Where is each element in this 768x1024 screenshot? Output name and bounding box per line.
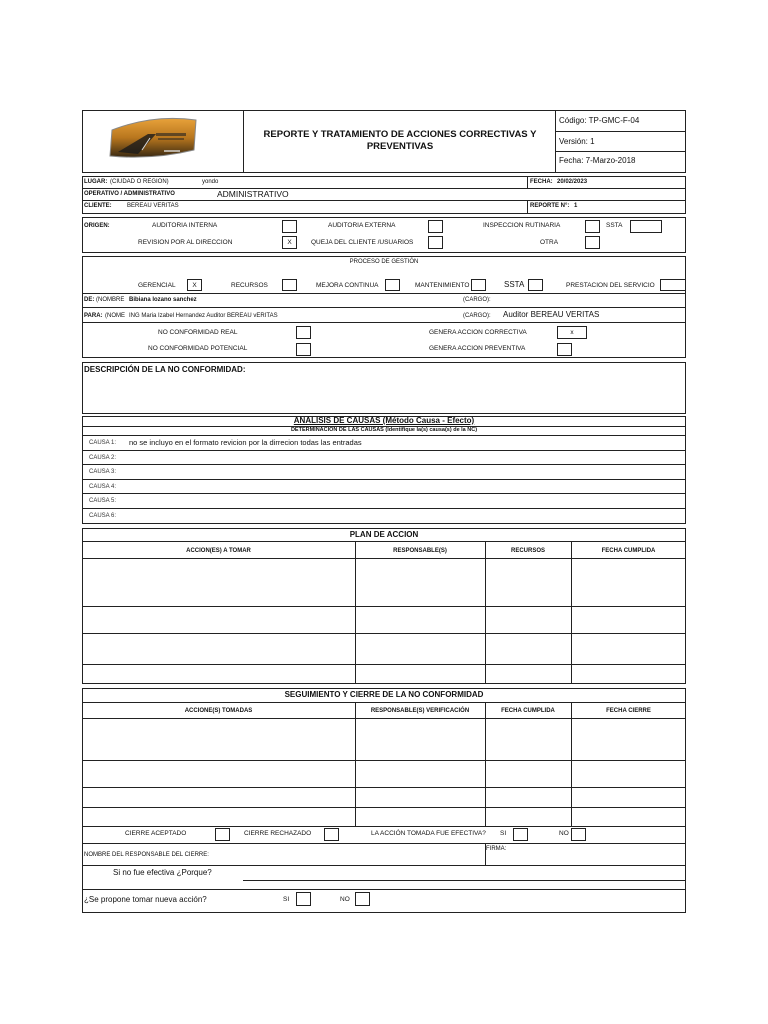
divider [355, 702, 356, 826]
divider [82, 664, 686, 665]
recursos-checkbox[interactable] [282, 279, 297, 291]
firma-label: FIRMA: [486, 846, 507, 852]
divider [82, 322, 686, 323]
seguimiento-title: SEGUIMIENTO Y CIERRE DE LA NO CONFORMIDAD [284, 690, 484, 699]
divider [82, 718, 686, 719]
divider [82, 188, 686, 189]
genera-correctiva-checkbox[interactable]: x [557, 326, 587, 339]
divider [485, 843, 486, 865]
causa-row[interactable] [82, 509, 686, 524]
revision-direccion-checkbox[interactable]: X [282, 236, 297, 249]
divider [82, 633, 686, 634]
de-label: DE: [84, 297, 95, 303]
cierre-aceptado-label: CIERRE ACEPTADO [125, 830, 187, 837]
nueva-accion-si-label: SI [283, 896, 290, 903]
divider [571, 541, 572, 684]
divider [82, 606, 686, 607]
nueva-accion-no-checkbox[interactable] [355, 892, 370, 906]
analisis-title: ANALISIS DE CAUSAS (Método Causa - Efecto) [293, 416, 475, 425]
divider [82, 826, 686, 827]
divider [82, 426, 686, 427]
mantenimiento-checkbox[interactable] [471, 279, 486, 291]
para-value[interactable]: ING Maria Izabel Hernandez Auditor BEREAU vERITAS [129, 313, 278, 319]
efectiva-no-label: NO [559, 830, 569, 837]
auditoria-externa-label: AUDITORIA EXTERNA [328, 222, 396, 229]
cargo-label-2: (CARGO): [463, 313, 491, 319]
ssta-origen-checkbox[interactable] [630, 220, 662, 233]
responsable-cierre-label: NOMBRE DEL RESPONSABLE DEL CIERRE: [84, 852, 209, 858]
nc-potencial-label: NO CONFORMIDAD POTENCIAL [148, 345, 248, 352]
causa-row[interactable] [82, 436, 686, 451]
report-title-line1: REPORTE Y TRATAMIENTO DE ACCIONES CORRECTIVAS Y [263, 129, 537, 140]
plan-col-fecha: FECHA CUMPLIDA [601, 548, 656, 554]
origen-label: ORIGEN: [84, 223, 110, 229]
queja-cliente-checkbox[interactable] [428, 236, 443, 249]
para-label: PARA: [84, 313, 103, 319]
fecha-label: FECHA: [530, 179, 553, 185]
causa-row[interactable] [82, 465, 686, 480]
document-date: Fecha: 7-Marzo-2018 [559, 156, 636, 165]
divider [243, 110, 244, 173]
inspeccion-rutinaria-label: INSPECCION RUTINARIA [483, 222, 561, 229]
causa-row[interactable] [82, 480, 686, 495]
lugar-value[interactable]: yondo [202, 179, 219, 185]
revision-direccion-label: REVISION POR AL DIRECCION [138, 239, 233, 246]
plan-col-recursos: RECURSOS [510, 548, 545, 554]
divider [82, 307, 686, 308]
cierre-aceptado-checkbox[interactable] [215, 828, 230, 841]
efectiva-no-checkbox[interactable] [571, 828, 586, 841]
lugar-label: LUGAR: [84, 179, 108, 185]
divider [82, 787, 686, 788]
divider [82, 889, 686, 890]
nc-real-checkbox[interactable] [296, 326, 311, 339]
recursos-label: RECURSOS [231, 282, 268, 289]
causa-label: CAUSA 4: [89, 483, 117, 490]
causa-label: CAUSA 6: [89, 513, 117, 519]
otra-label: OTRA [540, 239, 559, 246]
descripcion-label: DESCRIPCIÓN DE LA NO CONFORMIDAD: [84, 365, 246, 374]
seg-col-responsable: RESPONSABLE(S) VERIFICACIÓN [370, 708, 470, 714]
causa-label: CAUSA 1: [89, 440, 117, 446]
mejora-continua-checkbox[interactable] [385, 279, 400, 291]
divider [571, 702, 572, 826]
para-hint: (NOME [105, 313, 125, 319]
queja-cliente-label: QUEJA DEL CLIENTE /USUARIOS [311, 239, 414, 246]
divider [82, 702, 686, 703]
efectiva-question: LA ACCIÓN TOMADA FUE EFECTIVA? [371, 830, 486, 837]
otra-checkbox[interactable] [585, 236, 600, 249]
cargo-label-1: (CARGO): [463, 297, 491, 303]
plan-col-acciones: ACCION(ES) A TOMAR [186, 548, 251, 554]
divider [527, 200, 528, 214]
company-logo-icon [108, 116, 198, 158]
divider [485, 541, 486, 684]
lugar-hint: (CIUDAD O REGION) [110, 179, 169, 185]
nc-potencial-checkbox[interactable] [296, 343, 311, 356]
proceso-title: PROCESO DE GESTIÓN [349, 259, 419, 265]
ssta-proceso-label: SSTA [504, 280, 525, 289]
causa-value[interactable]: no se incluyo en el formato revicion por la dirrecion todas las entradas [129, 438, 362, 447]
gerencial-checkbox[interactable]: X [187, 279, 202, 291]
divider [355, 541, 356, 684]
document-code: Código: TP-GMC-F-04 [559, 116, 640, 125]
inspeccion-rutinaria-checkbox[interactable] [585, 220, 600, 233]
cargo-value-2[interactable]: Auditor BEREAU VERITAS [503, 310, 600, 319]
divider [82, 865, 686, 866]
mantenimiento-label: MANTENIMIENTO [415, 282, 470, 289]
reporte-label: REPORTE N°: [530, 203, 570, 209]
nc-real-label: NO CONFORMIDAD REAL [158, 329, 238, 336]
divider [555, 151, 686, 152]
divider [555, 131, 686, 132]
mejora-continua-label: MEJORA CONTINUA [316, 282, 379, 289]
divider [82, 541, 686, 542]
causa-label: CAUSA 2: [89, 454, 117, 461]
area-label: OPERATIVO / ADMINISTRATIVO [84, 191, 175, 197]
analisis-subtitle: DETERMINACION DE LAS CAUSAS (Identifique la(s) causa(s) de la NC) [290, 427, 478, 433]
document-version: Versión: 1 [559, 137, 595, 146]
prestacion-checkbox[interactable] [660, 279, 686, 291]
report-title-line2: PREVENTIVAS [366, 141, 434, 152]
nueva-accion-question: ¿Se propone tomar nueva acción? [84, 895, 207, 904]
de-value[interactable]: Bibiana lozano sanchez [129, 297, 197, 303]
seg-col-fecha-cierre: FECHA CIERRE [606, 708, 651, 714]
reporte-value[interactable]: 1 [574, 203, 578, 209]
gerencial-label: GERENCIAL [138, 282, 176, 289]
cliente-value[interactable]: BEREAU VERITAS [127, 203, 179, 209]
prestacion-label: PRESTACION DEL SERVICIO [566, 282, 655, 289]
causa-label: CAUSA 3: [89, 469, 117, 476]
nueva-accion-no-label: NO [340, 896, 350, 903]
divider [82, 293, 686, 294]
ssta-proceso-checkbox[interactable] [528, 279, 543, 291]
no-efectiva-answer-line[interactable] [243, 880, 686, 881]
divider [485, 702, 486, 826]
seg-col-fecha-cumplida: FECHA CUMPLIDA [501, 708, 555, 714]
plan-title: PLAN DE ACCION [349, 530, 419, 539]
auditoria-externa-checkbox[interactable] [428, 220, 443, 233]
ssta-origen-label: SSTA [606, 222, 623, 229]
divider [82, 843, 686, 844]
divider [82, 200, 686, 201]
causa-row[interactable] [82, 451, 686, 466]
auditoria-interna-checkbox[interactable] [282, 220, 297, 233]
genera-preventiva-label: GENERA ACCION PREVENTIVA [429, 345, 526, 352]
no-efectiva-question: Si no fue efectiva ¿Porque? [113, 868, 212, 877]
seg-col-acciones: ACCIONE(S) TOMADAS [184, 708, 253, 714]
de-hint: (NOMBRE [96, 297, 125, 303]
genera-correctiva-label: GENERA ACCION CORRECTIVA [429, 329, 527, 336]
genera-preventiva-checkbox[interactable] [557, 343, 572, 356]
efectiva-si-label: SI [500, 830, 507, 837]
causa-label: CAUSA 5: [89, 498, 117, 505]
nueva-accion-si-checkbox[interactable] [296, 892, 311, 906]
divider [82, 760, 686, 761]
efectiva-si-checkbox[interactable] [513, 828, 528, 841]
cierre-rechazado-label: CIERRE RECHAZADO [244, 830, 312, 837]
divider [555, 110, 556, 173]
cliente-label: CLIENTE: [84, 203, 112, 209]
cierre-rechazado-checkbox[interactable] [324, 828, 339, 841]
divider [527, 176, 528, 188]
divider [82, 558, 686, 559]
plan-col-responsable: RESPONSABLE(S) [393, 548, 447, 554]
area-value[interactable]: ADMINISTRATIVO [217, 189, 289, 199]
auditoria-interna-label: AUDITORIA INTERNA [152, 222, 218, 229]
fecha-value[interactable]: 20/02/2023 [557, 179, 588, 185]
causa-row[interactable] [82, 494, 686, 509]
divider [82, 807, 686, 808]
